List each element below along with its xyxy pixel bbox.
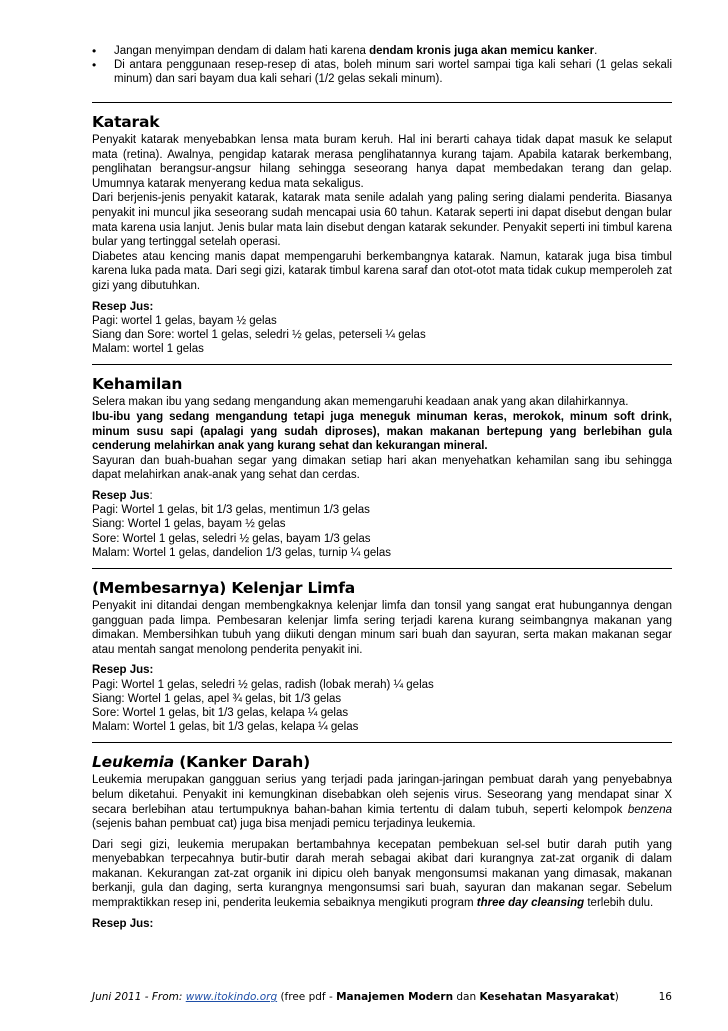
recipe-block — [92, 489, 672, 560]
recipe-line: Malam: Wortel 1 gelas, bit 1/3 gelas, kelapa ¼ gelas — [92, 721, 359, 734]
paragraph-bold: Ibu-ibu yang sedang mengandung tetapi juga meneguk minuman keras, merokok, minum soft drink, minum susu sapi (apalagi yang sudah diproses), makan makanan bertepung yang berlebihan gula cenderung melahirkan anak yang kurang sehat dan kekurangan mineral. — [92, 410, 672, 453]
section-title: (Membesarnya) Kelenjar Limfa — [92, 578, 356, 597]
section-divider — [92, 364, 672, 365]
paragraph: Penyakit ini ditandai dengan membengkaknya kelenjar limfa dan tonsil yang sangat erat hubungannya dengan gangguan pada limpa. Pembesaran kelenjar limfa sering terjadi karena kurang seimbangnya makanan yang dimakan. Membersihkan tubuh yang diikuti dengan minum sari buah dan sayuran, serta makan makanan segar atau mentah sangat menolong penderita penyakit ini. — [92, 599, 672, 656]
page-footer — [92, 991, 672, 1003]
section-divider — [92, 568, 672, 569]
recipe-line: Siang: Wortel 1 gelas, apel ¾ gelas, bit 1/3 gelas — [92, 692, 342, 705]
recipe-block — [92, 300, 672, 357]
recipe-line: Siang dan Sore: wortel 1 gelas, seledri ½ gelas, peterseli ¼ gelas — [92, 328, 426, 341]
section-title: Leukemia (Kanker Darah) — [92, 753, 310, 772]
section-divider — [92, 742, 672, 743]
recipe-line: Sore: Wortel 1 gelas, seledri ½ gelas, bayam 1/3 gelas — [92, 532, 371, 545]
paragraph: Dari berjenis-jenis penyakit katarak, katarak mata senile adalah yang paling sering dialami penderita. Biasanya penyakit ini muncul jika seseorang sudah mencapai usia 60 tahun. Katarak seperti ini dapat disebut dengan bular mata karena usia lanjut. Jenis bular mata lain disebut dengan katarak sekunder. Penyakit seperti ini timbul karena bular yang tertinggal setelah operasi. — [92, 192, 672, 249]
section-title: Kehamilan — [92, 375, 183, 394]
recipe-title: Resep Jus: — [92, 664, 154, 677]
paragraph: Dari segi gizi, leukemia merupakan bertambahnya kecepatan pembekuan sel-sel butir darah putih yang menyebabkan terpecahnya butir-butir darah merah sebagai akibat dari kurangnya zat-zat organik di dalam makanan. Kekurangan zat-zat organik ini dipicu oleh banyak mengonsumsi makanan yang dimasak, makanan berkanji, gula dan daging, serta kurangnya mengonsumsi sari buah, sayuran dan makanan segar. Sebelum mempraktikkan resep ini, penderita leukemia sebaiknya mengikuti program three day cleansing terlebih dulu. — [92, 838, 672, 910]
bullet-icon: • — [92, 44, 97, 58]
document-page — [92, 0, 672, 939]
section-limfa — [92, 579, 672, 734]
paragraph: Penyakit katarak menyebabkan lensa mata buram keruh. Hal ini berarti cahaya tidak dapat masuk ke selaput mata (retina). Awalnya, pengidap katarak merasa penglihatannya kurang tajam. Apabila katarak berkembang, penglihatan berangsur-angsur hilang sehingga seseorang hanya dapat membedakan terang dan gelap. Umumnya katarak menyerang kedua mata sekaligus. — [92, 134, 672, 190]
paragraph: Leukemia merupakan gangguan serius yang terjadi pada jaringan-jaringan pembuat darah yang penyebabnya belum diketahui. Penyakit ini kemungkinan disebabkan oleh sejenis virus. Seseorang yang mendapat sinar X secara berlebihan atau tertumpuknya bahan-bahan kimia tertentu di dalam tubuh, seperti kelompok benzena (sejenis bahan pembuat cat) juga bisa menjadi pemicu terjadinya leukemia. — [92, 774, 672, 831]
list-item: • Jangan menyimpan dendam di dalam hati karena dendam kronis juga akan memicu kanker. — [92, 44, 598, 58]
recipe-line: Malam: wortel 1 gelas — [92, 343, 204, 356]
footer-source: Juni 2011 - From: www.itokindo.org (free pdf - Manajemen Modern dan Kesehatan Masyarakat) — [92, 991, 619, 1003]
recipe-line: Sore: Wortel 1 gelas, bit 1/3 gelas, kelapa ¼ gelas — [92, 706, 349, 719]
recipe-title: Resep Jus: — [92, 917, 154, 930]
bullet-list — [92, 44, 672, 86]
list-item: • Di antara penggunaan resep-resep di atas, boleh minum sari wortel sampai tiga kali sehari (1 gelas sekali minum) dan sari bayam dua kali sehari (1/2 gelas sekali minum). — [92, 58, 672, 85]
recipe-block — [92, 663, 672, 734]
recipe-line: Siang: Wortel 1 gelas, bayam ½ gelas — [92, 518, 286, 531]
section-leukemia — [92, 753, 672, 931]
page-number: 16 — [658, 991, 672, 1003]
paragraph: Diabetes atau kencing manis dapat mempengaruhi berkembangnya katarak. Namun, katarak juga bisa timbul karena luka pada mata. Dari segi gizi, katarak timbul karena saraf dan otot-otot mata tidak cukup memperoleh zat gizi yang dibutuhkan. — [92, 250, 672, 292]
paragraph: Sayuran dan buah-buahan segar yang dimakan setiap hari akan menyehatkan kehamilan sang ibu sehingga dapat melahirkan anak-anak yang sehat dan cerdas. — [92, 454, 672, 482]
recipe-title: Resep Jus: — [92, 300, 154, 313]
recipe-title-line: Resep Jus: — [92, 489, 153, 502]
paragraph: Selera makan ibu yang sedang mengandung akan memengaruhi keadaan anak yang akan dilahirkannya. — [92, 396, 629, 409]
section-katarak — [92, 113, 672, 356]
recipe-line: Pagi: wortel 1 gelas, bayam ½ gelas — [92, 314, 277, 327]
source-link[interactable]: www.itokindo.org — [185, 991, 278, 1003]
recipe-line: Pagi: Wortel 1 gelas, bit 1/3 gelas, mentimun 1/3 gelas — [92, 504, 370, 517]
section-kehamilan — [92, 375, 672, 560]
bullet-icon: • — [92, 58, 97, 72]
recipe-line: Malam: Wortel 1 gelas, dandelion 1/3 gelas, turnip ¼ gelas — [92, 546, 391, 559]
recipe-line: Pagi: Wortel 1 gelas, seledri ½ gelas, radish (lobak merah) ¼ gelas — [92, 678, 434, 691]
section-divider — [92, 102, 672, 103]
recipe-block — [92, 917, 672, 931]
section-title: Katarak — [92, 113, 160, 131]
